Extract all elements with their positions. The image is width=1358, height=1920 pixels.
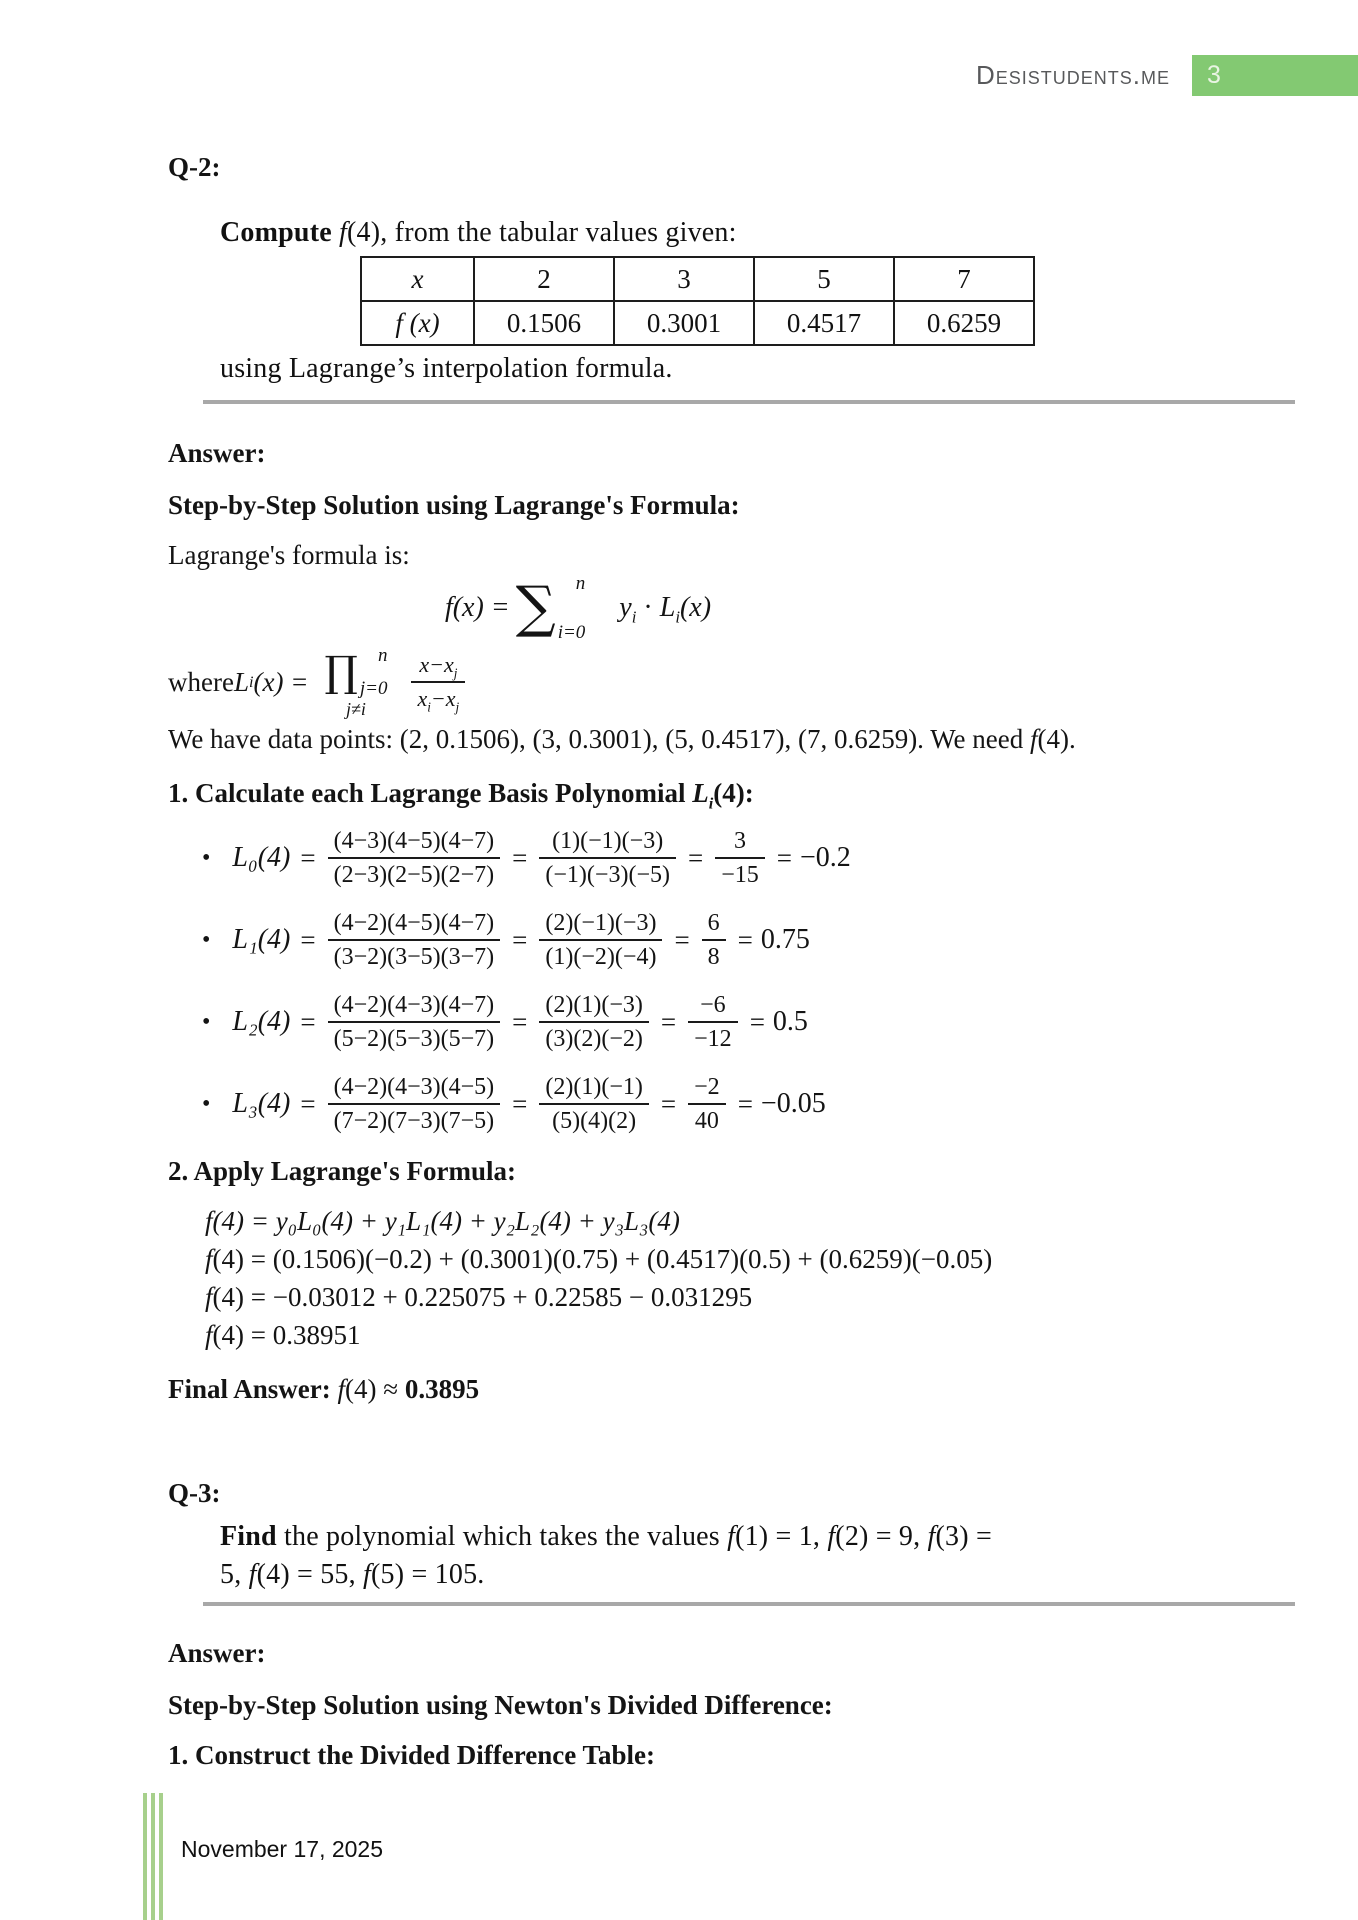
fraction: $\frac{(4-2)(4-3)(4-5)}{(7-2)(7-3)(7-5)}$	[328, 1073, 501, 1135]
cell: 3	[614, 257, 754, 301]
page-number-badge	[1192, 55, 1358, 96]
cell: 0.3001	[614, 301, 754, 345]
bullet-marker: •	[202, 844, 211, 871]
math-f: f	[1029, 724, 1038, 754]
summation	[516, 574, 586, 642]
basis-item-0: • L₀(4) = $\frac{(4-3)(4-5)(4-7)}{(2-3)(2-5)(2-7)}$ = $\frac{(1)(-1)(-3)}{(-1)(-3)(-5)}$ = $\frac{3}{-15}$ = −0.2	[202, 828, 851, 888]
q2-table	[360, 256, 1035, 346]
solution-subtitle: Step-by-Step Solution using Lagrange's Formula:	[168, 490, 740, 520]
q3-question-line1: Find the polynomial which takes the values f(1) = 1, f(2) = 9, f(3) =	[220, 1521, 992, 1552]
data-points-line: We have data points: (2, 0.1506), (3, 0.3001), (5, 0.4517), (7, 0.6259). We need f(4).	[168, 724, 1076, 754]
apply-line: f(4) = 0.38951	[205, 1320, 361, 1350]
section-divider	[203, 400, 1295, 404]
q2-question-tail: using Lagrange’s interpolation formula.	[220, 353, 673, 384]
prod-condition: j≠i	[346, 699, 366, 719]
basis-list	[168, 826, 1298, 1136]
bullet-marker: •	[202, 1008, 211, 1035]
answer-label: Answer:	[168, 438, 266, 468]
site-name: Desistudents.me	[975, 60, 1170, 90]
q2-question-verb: Compute	[220, 217, 340, 248]
cell: f (x)	[361, 301, 474, 345]
apply-block	[205, 1202, 1298, 1354]
fraction: $\frac{x-x_j}{x_i-x_j}$	[411, 651, 465, 713]
cell: 0.1506	[474, 301, 614, 345]
fraction: $\frac{6}{8}$	[702, 909, 726, 971]
fraction: $\frac{-6}{-12}$	[688, 991, 738, 1053]
cell: 0.4517	[754, 301, 894, 345]
fraction: $\frac{(4-2)(4-5)(4-7)}{(3-2)(3-5)(3-7)}$	[328, 909, 501, 971]
formula-rhs: $y_i \cdot L_i(x)$	[619, 592, 712, 627]
cell: 2	[474, 257, 614, 301]
green-bar	[151, 1793, 155, 1920]
fraction: $\frac{(2)(-1)(-3)}{(1)(-2)(-4)}$	[539, 909, 662, 971]
prod-upper-limit: n	[377, 645, 388, 666]
answer3-label: Answer:	[168, 1638, 266, 1668]
step1-heading: 1. Calculate each Lagrange Basis Polynomial $L_i(4)$:	[168, 778, 754, 813]
fraction: $\frac{(4-2)(4-3)(4-7)}{(5-2)(5-3)(5-7)}$	[328, 991, 501, 1053]
decorative-bars	[143, 1793, 167, 1920]
fraction: $\frac{(2)(1)(-3)}{(3)(2)(-2)}$	[539, 991, 649, 1053]
bullet-marker: •	[202, 1090, 211, 1117]
table-row	[361, 257, 1034, 301]
sum-upper-limit: n	[575, 573, 586, 594]
fraction: $\frac{-2}{40}$	[688, 1073, 726, 1135]
fraction: $\frac{3}{-15}$	[715, 827, 765, 889]
product-symbol: ∏	[324, 647, 358, 696]
table-row	[361, 301, 1034, 345]
product-operator	[318, 646, 393, 718]
formula-intro: Lagrange's formula is:	[168, 540, 410, 570]
newton-step1: 1. Construct the Divided Difference Table:	[168, 1740, 655, 1770]
cell: 7	[894, 257, 1034, 301]
fraction: $\frac{(4-3)(4-5)(4-7)}{(2-3)(2-5)(2-7)}$	[328, 827, 501, 889]
cell: x	[361, 257, 474, 301]
sum-lower-limit: i=0	[557, 622, 586, 643]
q3-question	[220, 1518, 1298, 1594]
step2-heading: 2. Apply Lagrange's Formula:	[168, 1156, 517, 1186]
cell: 0.6259	[894, 301, 1034, 345]
prod-lower-limit: j=0	[359, 678, 388, 699]
section-divider	[203, 1602, 1295, 1606]
page-number: 3	[1207, 61, 1221, 89]
fraction: $\frac{(2)(1)(-1)}{(5)(4)(2)}$	[539, 1073, 649, 1135]
basis-item-1: • L₁(4) = $\frac{(4-2)(4-5)(4-7)}{(3-2)(3-5)(3-7)}$ = $\frac{(2)(-1)(-3)}{(1)(-2)(-4)}$ = $\frac{6}{8}$ = 0.75	[202, 910, 810, 970]
footer-date: November 17, 2025	[181, 1836, 384, 1862]
newton-subtitle: Step-by-Step Solution using Newton's Divided Difference:	[168, 1690, 833, 1720]
q3-question-line2: 5, f(4) = 55, f(5) = 105.	[220, 1559, 485, 1590]
apply-line: f(4) = y₀L₀(4) + y₁L₁(4) + y₂L₂(4) + y₃L₃(4)	[205, 1206, 680, 1236]
green-bar	[159, 1793, 163, 1920]
cell: 5	[754, 257, 894, 301]
sigma-symbol: ∑	[515, 575, 556, 640]
basis-item-2: • L₂(4) = $\frac{(4-2)(4-3)(4-7)}{(5-2)(5-3)(5-7)}$ = $\frac{(2)(1)(-3)}{(3)(2)(-2)}$ = $\frac{-6}{-12}$ = 0.5	[202, 992, 808, 1052]
q2-heading: Q-2:	[168, 152, 221, 182]
bullet-marker: •	[202, 926, 211, 953]
green-bar	[143, 1793, 147, 1920]
math-f: f	[339, 217, 348, 248]
apply-line: f(4) = (0.1506)(−0.2) + (0.3001)(0.75) + (0.4517)(0.5) + (0.6259)(−0.05)	[205, 1244, 993, 1274]
apply-line: f(4) = −0.03012 + 0.225075 + 0.22585 − 0.031295	[205, 1282, 753, 1312]
where-clause: where L i (x) = ∏ n j=0 j≠i $\frac{x-x_j}{x_i-x_j}$	[168, 646, 1298, 718]
lagrange-formula: f (x) = ∑ n i=0 $y_i \cdot L_i(x)$	[444, 573, 712, 643]
q2-question	[220, 214, 1298, 386]
basis-item-3: • L₃(4) = $\frac{(4-2)(4-3)(4-5)}{(7-2)(7-3)(7-5)}$ = $\frac{(2)(1)(-1)}{(5)(4)(2)}$ = $\frac{-2}{40}$ = −0.05	[202, 1074, 826, 1134]
q2-question-line: Compute f(4), from the tabular values given:	[220, 217, 737, 248]
page-content	[168, 150, 1298, 1772]
final-answer: Final Answer: f(4) ≈ 0.3895	[168, 1374, 480, 1404]
q3-heading: Q-3:	[168, 1478, 221, 1508]
page-header	[0, 55, 1358, 96]
fraction: $\frac{(1)(-1)(-3)}{(-1)(-3)(-5)}$	[539, 827, 676, 889]
math-f: f	[444, 592, 453, 623]
